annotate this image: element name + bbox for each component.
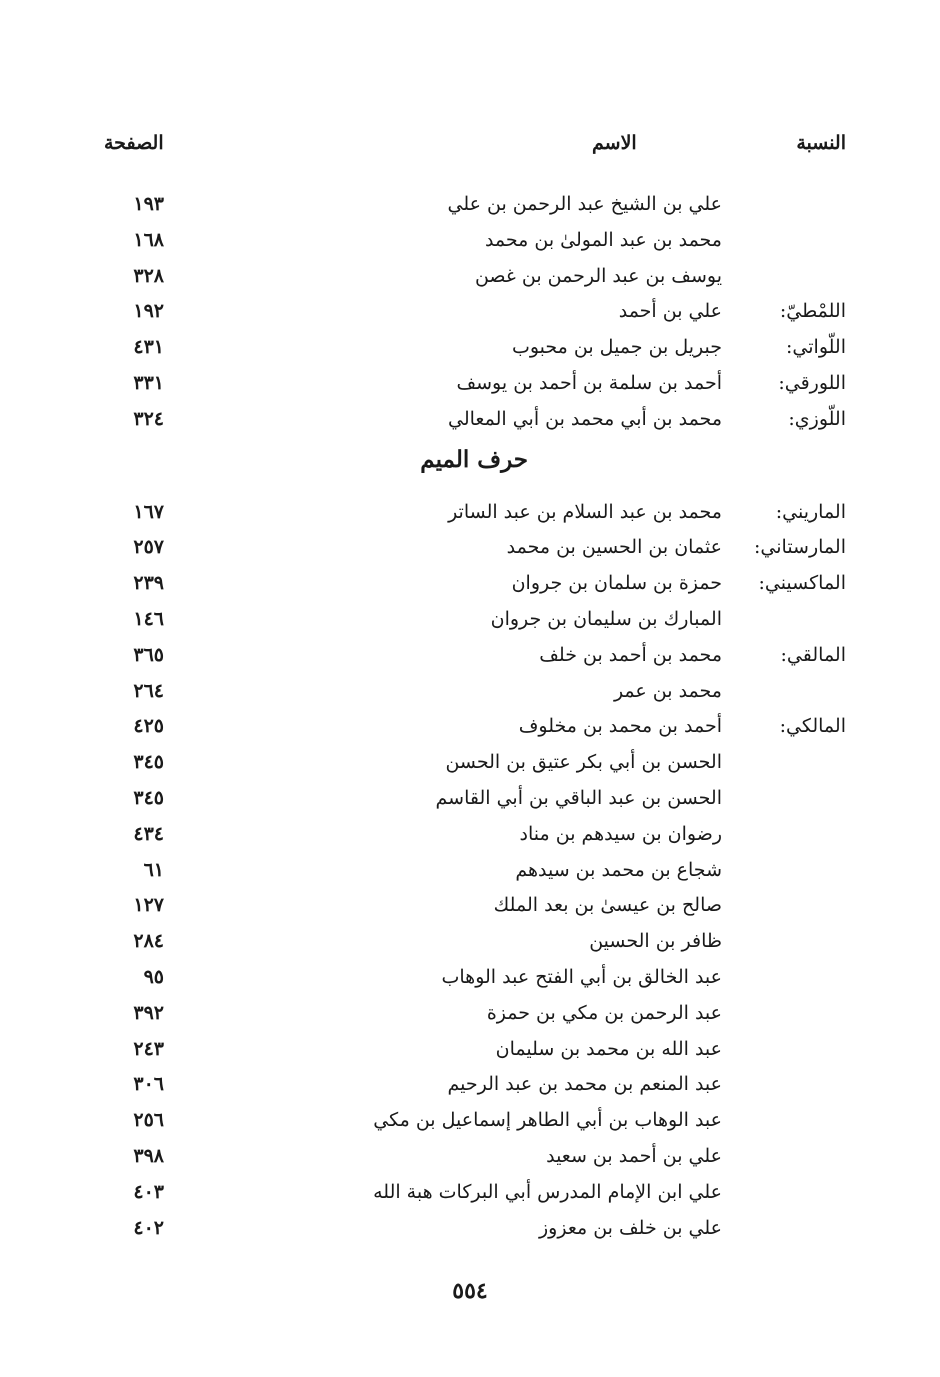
header-nisba: النسبة	[796, 132, 846, 154]
index-row	[0, 1103, 940, 1139]
index-row	[0, 402, 940, 438]
row-page: ٢٣٩	[133, 572, 164, 595]
row-page: ٢٦٤	[133, 679, 164, 702]
row-nisba: اللورقي:	[778, 371, 846, 394]
row-name: يوسف بن عبد الرحمن بن غصن	[474, 264, 722, 287]
row-page: ٣٤٥	[133, 786, 164, 809]
row-page: ٤٠٢	[133, 1216, 164, 1239]
index-row	[0, 259, 940, 295]
row-name: الحسن بن أبي بكر عتيق بن الحسن	[445, 751, 722, 774]
row-page: ٤٢٥	[133, 715, 164, 738]
row-name: علي بن خلف بن معزوز	[538, 1216, 722, 1239]
index-row	[0, 781, 940, 817]
row-name: محمد بن عبد السلام بن عبد الساتر	[448, 500, 722, 523]
row-page: ٩٥	[143, 965, 164, 988]
row-name: أحمد بن سلمة بن أحمد بن يوسف	[456, 371, 722, 394]
index-row	[0, 223, 940, 259]
row-name: عبد المنعم بن محمد بن عبد الرحيم	[447, 1073, 722, 1096]
row-page: ٢٥٧	[133, 536, 164, 559]
index-row	[0, 330, 940, 366]
row-page: ٣٠٦	[133, 1073, 164, 1096]
row-name: حمزة بن سلمان بن جروان	[511, 572, 722, 595]
row-page: ٢٥٦	[133, 1109, 164, 1132]
row-nisba: المالكي:	[779, 715, 846, 738]
row-name: عبد الله بن محمد بن سليمان	[495, 1037, 722, 1060]
index-row	[0, 638, 940, 674]
row-name: عثمان بن الحسين بن محمد	[506, 536, 722, 559]
row-page: ٣٦٥	[133, 643, 164, 666]
row-name: ظافر بن الحسين	[589, 930, 722, 953]
row-name: محمد بن عبد المولىٰ بن محمد	[484, 228, 722, 251]
index-row	[0, 888, 940, 924]
row-name: علي ابن الإمام المدرس أبي البركات هبة الله	[373, 1180, 722, 1203]
row-page: ١٦٨	[133, 228, 164, 251]
header-name: الاسم	[592, 132, 637, 154]
row-nisba: المارستاني:	[754, 536, 846, 559]
row-name: علي بن أحمد بن سعيد	[546, 1144, 722, 1167]
row-name: رضوان بن سيدهم بن مناد	[519, 822, 722, 845]
section-mim-rows	[0, 495, 940, 1247]
row-page: ٣٩٢	[133, 1001, 164, 1024]
index-row	[0, 960, 940, 996]
row-page: ٤٠٣	[133, 1180, 164, 1203]
index-row	[0, 294, 940, 330]
row-nisba: الماكسيني:	[758, 572, 846, 595]
index-row	[0, 853, 940, 889]
row-name: محمد بن أحمد بن خلف	[539, 643, 722, 666]
index-rows	[0, 187, 940, 1246]
row-name: علي بن الشيخ عبد الرحمن بن علي	[447, 193, 722, 215]
page-number: ٥٥٤	[452, 1278, 488, 1304]
index-row	[0, 1211, 940, 1247]
row-name: محمد بن أبي محمد بن أبي المعالي	[448, 407, 722, 430]
index-row	[0, 530, 940, 566]
row-page: ١٦٧	[133, 500, 164, 523]
row-page: ٣٤٥	[133, 751, 164, 774]
row-name: علي بن أحمد	[618, 300, 722, 323]
index-row	[0, 495, 940, 531]
row-name: أحمد بن محمد بن مخلوف	[518, 715, 722, 738]
index-row	[0, 709, 940, 745]
index-row	[0, 566, 940, 602]
row-name: شجاع بن محمد بن سيدهم	[515, 858, 722, 881]
index-row	[0, 1139, 940, 1175]
index-row	[0, 817, 940, 853]
row-name: عبد الخالق بن أبي الفتح عبد الوهاب	[441, 965, 722, 988]
index-row	[0, 602, 940, 638]
row-page: ٣٢٨	[133, 264, 164, 287]
row-name: جبريل بن جميل بن محبوب	[511, 336, 722, 359]
index-row	[0, 674, 940, 710]
row-name: المبارك بن سليمان بن جروان	[490, 607, 722, 630]
row-nisba: اللمْطيّ:	[779, 300, 846, 323]
row-name: صالح بن عيسىٰ بن بعد الملك	[493, 894, 722, 917]
section-lam-rows	[0, 187, 940, 438]
section-title-row	[0, 438, 940, 495]
index-row	[0, 924, 940, 960]
header-page: الصفحة	[104, 132, 164, 154]
row-page: ١٩٢	[133, 300, 164, 323]
row-page: ١٤٦	[133, 607, 164, 630]
row-page: ١٩٣	[133, 193, 164, 215]
index-row	[0, 745, 940, 781]
row-page: ١٢٧	[133, 894, 164, 917]
index-row	[0, 996, 940, 1032]
row-name: محمد بن عمر	[613, 679, 722, 702]
row-nisba: اللّواتي:	[786, 336, 846, 359]
index-row	[0, 366, 940, 402]
row-name: عبد الوهاب بن أبي الطاهر إسماعيل بن مكي	[373, 1109, 722, 1132]
index-row	[0, 1175, 940, 1211]
row-nisba: الماريني:	[775, 500, 846, 523]
row-nisba: اللّوزي:	[788, 407, 846, 430]
index-row	[0, 1032, 940, 1068]
row-page: ٢٨٤	[133, 930, 164, 953]
row-name: عبد الرحمن بن مكي بن حمزة	[486, 1001, 722, 1024]
row-page: ٢٤٣	[133, 1037, 164, 1060]
row-page: ٣٢٤	[133, 407, 164, 430]
row-page: ٤٣١	[133, 336, 164, 359]
row-page: ٣٣١	[133, 371, 164, 394]
row-page: ٤٣٤	[133, 822, 164, 845]
index-row	[0, 1067, 940, 1103]
row-page: ٣٩٨	[133, 1144, 164, 1167]
row-page: ٦١	[143, 858, 164, 881]
section-title: حرف الميم	[420, 445, 528, 473]
row-nisba: المالقي:	[780, 643, 846, 666]
index-row	[0, 187, 940, 223]
row-name: الحسن بن عبد الباقي بن أبي القاسم	[435, 786, 722, 809]
